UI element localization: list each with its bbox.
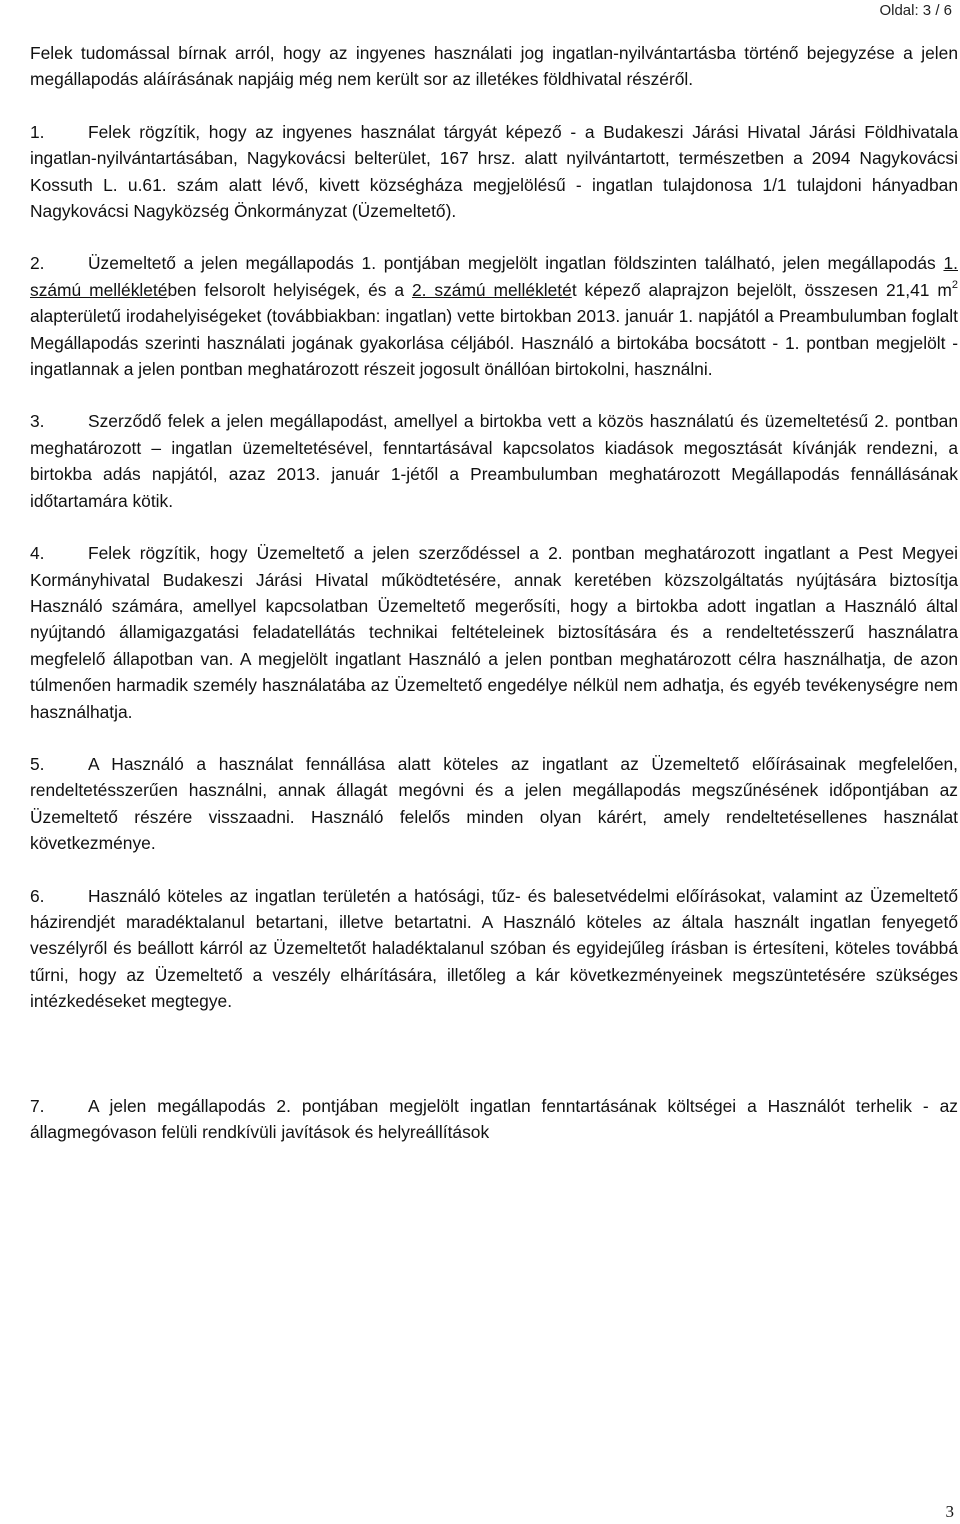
clause-text: Felek rögzítik, hogy Üzemeltető a jelen szerződéssel a 2. pontban meghatározott ingatlant a Pest Megyei Kormányhivatal Budakeszi Járási Hivatal működtetésére, annak keretében közszolgáltatás nyújtására biztosítja Használó számára, amellyel kapcsolatban Üzemeltető megerősíti, hogy a birtokba adott ingatlan a Használó által nyújtandó államigazgatási feladatellátás technikai feltételeinek biztosítására és a rendeltetésszerű használatra megfelelő állapotban van. A megjelölt ingatlant Használó a jelen pontban meghatározott célra használhatja, de azon túlmenően harmadik személy használatába az Üzemeltető engedélye nélkül nem adhatja, és egyéb tevékenységre nem használhatja.	[30, 543, 958, 722]
spacer	[30, 1041, 958, 1093]
clause-text: t képező alaprajzon bejelölt, összesen 21,41 m	[571, 279, 952, 300]
clause-text: A Használó a használat fennállása alatt köteles az ingatlant az Üzemeltető előírásainak megfelelően, rendeltetésszerűen használni, annak állagát megóvni és a jelen megállapodás megszűnésének időpontjában az Üzemeltető részére visszaadni. Használó felelős minden olyan kárért, amely rendeltetésellenes használat következménye.	[30, 753, 958, 854]
page-counter: Oldal: 3 / 6	[879, 2, 952, 19]
clause-1	[30, 119, 958, 225]
annex-2-reference: 2. számú mellékleté	[411, 279, 572, 300]
clause-number: 3.	[30, 411, 45, 432]
clause-number: 1.	[30, 121, 45, 142]
clause-7	[30, 1093, 958, 1146]
clause-number: 2.	[30, 253, 45, 274]
clause-2	[30, 250, 958, 382]
clause-text: alapterületű irodahelyiségeket (továbbiakban: ingatlan) vette birtokban 2013. január 1. napjától a Preambulumban foglalt Megállapodás szerinti használati jogának gyakorlása céljából. Használó a birtokába bocsátott - 1. pontban megjelölt - ingatlannak a jelen pontban meghatározott részeit jogosult önállóan birtokolni, használni.	[30, 306, 958, 380]
document-body	[30, 40, 958, 1171]
clause-number: 7.	[30, 1095, 45, 1116]
area-unit-exponent: 2	[951, 279, 958, 292]
intro-paragraph: Felek tudomással bírnak arról, hogy az ingyenes használati jog ingatlan-nyilvántartásba történő bejegyzése a jelen megállapodás aláírásának napjáig még nem került sor az illetékes földhivatal részéről.	[30, 43, 958, 90]
clause-number: 4.	[30, 543, 45, 564]
clause-6	[30, 883, 958, 1015]
clause-text: ben felsorolt helyiségek, és a	[167, 279, 412, 300]
clause-text: A jelen megállapodás 2. pontjában megjelölt ingatlan fenntartásának költségei a Használót terhelik - az állagmegóvason felüli rendkívüli javítások és helyreállítások	[30, 1095, 958, 1142]
clause-text: Szerződő felek a jelen megállapodást, amellyel a birtokba vett a közös használatú és üzemeltetésű 2. pontban meghatározott – ingatlan üzemeltetésével, fenntartásával kapcsolatos kiadások megosztását kívánják rendezni, a birtokba adás napjától, azaz 2013. január 1-jétől a Preambulumban meghatározott Megállapodás fennállásának időtartamára kötik.	[30, 411, 958, 511]
page-number: 3	[945, 1502, 954, 1521]
clause-4	[30, 540, 958, 725]
clause-5	[30, 751, 958, 857]
clause-text: Használó köteles az ingatlan területén a hatósági, tűz- és balesetvédelmi előírásokat, valamint az Üzemeltető házirendjét maradéktalanul betartani, illetve betartatni. A Használó köteles az általa használt ingatlan fenyegető veszélyről és beállott kárról az Üzemeltetőt haladéktalanul szóban és egyidejűleg írásban is értesíteni, köteles továbbá tűrni, hogy az Üzemeltető a veszély elhárítására, illetőleg a kár következményeinek megszüntetésére szükséges intézkedéseket megtegye.	[30, 885, 958, 1012]
clause-3	[30, 408, 958, 514]
clause-number: 5.	[30, 753, 45, 774]
clause-text: Üzemeltető a jelen megállapodás 1. pontjában megjelölt ingatlan földszinten található, jelen megállapodás	[88, 253, 944, 274]
annex-1-reference: 1. számú mellékleté	[30, 253, 958, 300]
clause-number: 6.	[30, 885, 45, 906]
clause-text: Felek rögzítik, hogy az ingyenes használat tárgyát képező - a Budakeszi Járási Hivatal Járási Földhivatala ingatlan-nyilvántartásában, Nagykovácsi belterület, 167 hrsz. alatt nyilvántartott, természetben a 2094 Nagykovácsi Kossuth L. u.61. szám alatt lévő, kivett községháza megjelölésű - ingatlan tulajdonosa 1/1 tulajdoni hányadban Nagykovácsi Nagyközség Önkormányzat (Üzemeltető).	[30, 121, 958, 222]
